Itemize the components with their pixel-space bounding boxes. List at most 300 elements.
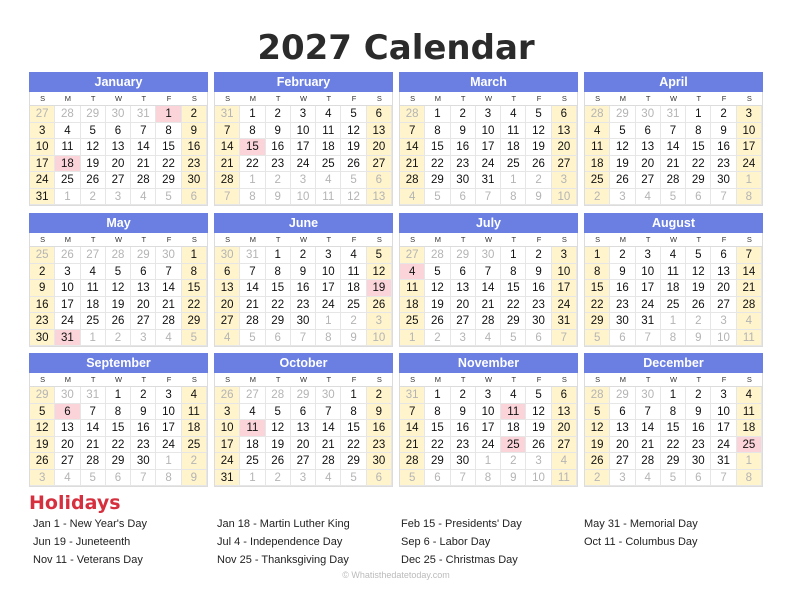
day-cell: 15 [156, 139, 181, 156]
day-cell: 1 [182, 247, 207, 264]
day-cell: 4 [240, 404, 265, 421]
adjacent-month-day: 27 [400, 247, 425, 264]
day-cell: 26 [341, 156, 366, 173]
weekday-label: S [182, 373, 207, 387]
month-april [584, 72, 763, 207]
day-cell: 12 [610, 139, 635, 156]
day-cell: 29 [661, 453, 686, 470]
month-march [399, 72, 578, 207]
adjacent-month-day: 6 [686, 470, 711, 487]
month-name: February [214, 72, 393, 92]
day-cell: 27 [106, 172, 131, 189]
day-cell: 24 [316, 297, 341, 314]
day-cell: 16 [451, 420, 476, 437]
month-days-grid [399, 233, 578, 347]
adjacent-month-day: 29 [81, 106, 106, 123]
day-cell: 12 [106, 280, 131, 297]
day-cell: 25 [81, 313, 106, 330]
adjacent-month-day: 3 [131, 330, 156, 347]
day-cell: 1 [686, 106, 711, 123]
weekday-label: T [316, 233, 341, 247]
day-cell: 28 [316, 453, 341, 470]
weekday-label: W [291, 373, 316, 387]
day-cell: 8 [266, 264, 291, 281]
day-cell: 19 [30, 437, 55, 454]
day-cell: 16 [182, 139, 207, 156]
day-cell: 7 [661, 123, 686, 140]
adjacent-month-day: 5 [661, 189, 686, 206]
day-cell: 28 [156, 313, 181, 330]
adjacent-month-day: 6 [266, 330, 291, 347]
day-cell: 7 [476, 264, 501, 281]
day-cell: 20 [215, 297, 240, 314]
day-cell: 14 [476, 280, 501, 297]
holiday-item: Jul 4 - Independence Day [217, 536, 343, 548]
adjacent-month-day: 4 [737, 313, 762, 330]
adjacent-month-day: 31 [661, 106, 686, 123]
weekday-label: W [661, 92, 686, 106]
adjacent-month-day: 28 [425, 247, 450, 264]
adjacent-month-day: 6 [526, 330, 551, 347]
weekday-label: W [476, 233, 501, 247]
day-cell: 27 [215, 313, 240, 330]
day-cell: 12 [266, 420, 291, 437]
adjacent-month-day: 28 [106, 247, 131, 264]
day-cell: 23 [30, 313, 55, 330]
day-cell: 17 [55, 297, 80, 314]
day-cell: 4 [737, 387, 762, 404]
day-cell: 29 [585, 313, 610, 330]
adjacent-month-day: 29 [131, 247, 156, 264]
day-cell: 24 [636, 297, 661, 314]
weekday-label: S [215, 373, 240, 387]
day-cell: 27 [711, 297, 736, 314]
weekday-label: T [501, 92, 526, 106]
holiday-day: 11 [501, 404, 526, 421]
adjacent-month-day: 5 [585, 330, 610, 347]
day-cell: 13 [610, 420, 635, 437]
weekday-label: F [156, 92, 181, 106]
adjacent-month-day: 4 [316, 470, 341, 487]
day-cell: 29 [501, 313, 526, 330]
day-cell: 23 [451, 437, 476, 454]
weekday-label: S [215, 92, 240, 106]
day-cell: 28 [400, 453, 425, 470]
day-cell: 14 [240, 280, 265, 297]
holiday-day: 18 [55, 156, 80, 173]
day-cell: 9 [291, 264, 316, 281]
month-name: August [584, 213, 763, 233]
day-cell: 18 [341, 280, 366, 297]
adjacent-month-day: 28 [585, 387, 610, 404]
day-cell: 7 [400, 123, 425, 140]
day-cell: 25 [501, 156, 526, 173]
month-august [584, 213, 763, 348]
day-cell: 3 [55, 264, 80, 281]
holiday-item: Oct 11 - Columbus Day [584, 536, 698, 548]
month-february [214, 72, 393, 207]
day-cell: 4 [501, 106, 526, 123]
adjacent-month-day: 6 [182, 189, 207, 206]
day-cell: 22 [156, 156, 181, 173]
day-cell: 21 [737, 280, 762, 297]
weekday-label: S [552, 92, 577, 106]
day-cell: 18 [400, 297, 425, 314]
day-cell: 19 [266, 437, 291, 454]
day-cell: 23 [526, 297, 551, 314]
day-cell: 21 [81, 437, 106, 454]
day-cell: 28 [661, 172, 686, 189]
holiday-day: 31 [55, 330, 80, 347]
day-cell: 6 [552, 387, 577, 404]
day-cell: 28 [131, 172, 156, 189]
day-cell: 15 [585, 280, 610, 297]
day-cell: 23 [291, 297, 316, 314]
adjacent-month-day: 5 [501, 330, 526, 347]
adjacent-month-day: 1 [55, 189, 80, 206]
day-cell: 6 [636, 123, 661, 140]
day-cell: 5 [266, 404, 291, 421]
day-cell: 8 [425, 123, 450, 140]
day-cell: 26 [367, 297, 392, 314]
day-cell: 17 [636, 280, 661, 297]
adjacent-month-day: 2 [501, 453, 526, 470]
day-cell: 4 [316, 106, 341, 123]
day-cell: 22 [661, 437, 686, 454]
day-cell: 13 [451, 280, 476, 297]
weekday-label: F [711, 373, 736, 387]
day-cell: 14 [131, 139, 156, 156]
holiday-day: 4 [400, 264, 425, 281]
adjacent-month-day: 2 [106, 330, 131, 347]
day-cell: 14 [661, 139, 686, 156]
holiday-list [33, 518, 783, 572]
day-cell: 17 [711, 420, 736, 437]
day-cell: 17 [476, 420, 501, 437]
day-cell: 25 [182, 437, 207, 454]
adjacent-month-day: 3 [610, 189, 635, 206]
day-cell: 16 [367, 420, 392, 437]
adjacent-month-day: 7 [476, 189, 501, 206]
day-cell: 3 [30, 123, 55, 140]
adjacent-month-day: 29 [30, 387, 55, 404]
day-cell: 11 [400, 280, 425, 297]
day-cell: 10 [737, 123, 762, 140]
month-september [29, 353, 208, 488]
day-cell: 24 [156, 437, 181, 454]
adjacent-month-day: 27 [81, 247, 106, 264]
adjacent-month-day: 11 [737, 330, 762, 347]
adjacent-month-day: 4 [476, 330, 501, 347]
adjacent-month-day: 6 [106, 470, 131, 487]
weekday-label: M [425, 373, 450, 387]
adjacent-month-day: 2 [266, 470, 291, 487]
weekday-label: W [661, 373, 686, 387]
adjacent-month-day: 12 [341, 189, 366, 206]
day-cell: 27 [636, 172, 661, 189]
day-cell: 8 [341, 404, 366, 421]
day-cell: 25 [585, 172, 610, 189]
adjacent-month-day: 3 [552, 172, 577, 189]
month-days-grid [29, 92, 208, 206]
day-cell: 20 [552, 420, 577, 437]
day-cell: 7 [400, 404, 425, 421]
day-cell: 22 [182, 297, 207, 314]
day-cell: 23 [266, 156, 291, 173]
day-cell: 5 [526, 106, 551, 123]
day-cell: 19 [526, 420, 551, 437]
weekday-label: T [451, 373, 476, 387]
adjacent-month-day: 3 [711, 313, 736, 330]
adjacent-month-day: 2 [585, 189, 610, 206]
day-cell: 30 [291, 313, 316, 330]
weekday-label: T [501, 233, 526, 247]
month-name: July [399, 213, 578, 233]
adjacent-month-day: 29 [610, 106, 635, 123]
day-cell: 3 [215, 404, 240, 421]
month-days-grid [584, 373, 763, 487]
adjacent-month-day: 2 [686, 313, 711, 330]
month-name: May [29, 213, 208, 233]
adjacent-month-day: 5 [182, 330, 207, 347]
adjacent-month-day: 1 [501, 172, 526, 189]
adjacent-month-day: 30 [215, 247, 240, 264]
adjacent-month-day: 9 [501, 470, 526, 487]
day-cell: 21 [661, 156, 686, 173]
adjacent-month-day: 8 [316, 330, 341, 347]
day-cell: 9 [451, 404, 476, 421]
day-cell: 26 [106, 313, 131, 330]
day-cell: 19 [425, 297, 450, 314]
day-cell: 8 [106, 404, 131, 421]
day-cell: 27 [552, 156, 577, 173]
adjacent-month-day: 5 [341, 172, 366, 189]
day-cell: 15 [341, 420, 366, 437]
adjacent-month-day: 9 [686, 330, 711, 347]
day-cell: 10 [30, 139, 55, 156]
day-cell: 20 [367, 139, 392, 156]
weekday-label: F [526, 373, 551, 387]
day-cell: 8 [585, 264, 610, 281]
adjacent-month-day: 6 [451, 189, 476, 206]
day-cell: 19 [526, 139, 551, 156]
day-cell: 30 [711, 172, 736, 189]
day-cell: 16 [131, 420, 156, 437]
weekday-label: M [240, 373, 265, 387]
day-cell: 3 [737, 106, 762, 123]
day-cell: 31 [552, 313, 577, 330]
day-cell: 15 [425, 420, 450, 437]
day-cell: 21 [400, 156, 425, 173]
day-cell: 31 [711, 453, 736, 470]
day-cell: 13 [55, 420, 80, 437]
month-days-grid [399, 373, 578, 487]
day-cell: 2 [30, 264, 55, 281]
adjacent-month-day: 3 [526, 453, 551, 470]
weekday-label: F [341, 233, 366, 247]
day-cell: 26 [425, 313, 450, 330]
day-cell: 12 [526, 123, 551, 140]
adjacent-month-day: 4 [316, 172, 341, 189]
weekday-label: S [552, 373, 577, 387]
weekday-label: S [182, 233, 207, 247]
day-cell: 11 [81, 280, 106, 297]
day-cell: 28 [400, 172, 425, 189]
weekday-label: M [610, 92, 635, 106]
adjacent-month-day: 30 [316, 387, 341, 404]
day-cell: 5 [610, 123, 635, 140]
day-cell: 7 [316, 404, 341, 421]
adjacent-month-day: 5 [661, 470, 686, 487]
weekday-label: M [55, 233, 80, 247]
adjacent-month-day: 4 [215, 330, 240, 347]
day-cell: 14 [215, 139, 240, 156]
day-cell: 28 [636, 453, 661, 470]
day-cell: 9 [451, 123, 476, 140]
day-cell: 26 [585, 453, 610, 470]
month-days-grid [584, 92, 763, 206]
day-cell: 7 [131, 123, 156, 140]
adjacent-month-day: 4 [156, 330, 181, 347]
adjacent-month-day: 30 [106, 106, 131, 123]
day-cell: 7 [215, 123, 240, 140]
month-name: September [29, 353, 208, 373]
day-cell: 30 [131, 453, 156, 470]
weekday-label: T [686, 233, 711, 247]
page-title: 2027 Calendar [257, 28, 535, 68]
day-cell: 5 [526, 387, 551, 404]
day-cell: 26 [30, 453, 55, 470]
day-cell: 22 [266, 297, 291, 314]
day-cell: 7 [737, 247, 762, 264]
adjacent-month-day: 28 [400, 106, 425, 123]
day-cell: 16 [526, 280, 551, 297]
adjacent-month-day: 30 [636, 387, 661, 404]
day-cell: 5 [367, 247, 392, 264]
day-cell: 12 [341, 123, 366, 140]
day-cell: 25 [316, 156, 341, 173]
day-cell: 9 [30, 280, 55, 297]
day-cell: 24 [30, 172, 55, 189]
day-cell: 20 [451, 297, 476, 314]
day-cell: 26 [610, 172, 635, 189]
adjacent-month-day: 1 [156, 453, 181, 470]
day-cell: 9 [686, 404, 711, 421]
day-cell: 7 [156, 264, 181, 281]
day-cell: 14 [737, 264, 762, 281]
day-cell: 17 [476, 139, 501, 156]
day-cell: 22 [425, 437, 450, 454]
day-cell: 7 [636, 404, 661, 421]
day-cell: 23 [131, 437, 156, 454]
day-cell: 4 [585, 123, 610, 140]
weekday-label: S [30, 92, 55, 106]
day-cell: 13 [552, 404, 577, 421]
day-cell: 9 [266, 123, 291, 140]
adjacent-month-day: 26 [55, 247, 80, 264]
day-cell: 22 [686, 156, 711, 173]
day-cell: 13 [106, 139, 131, 156]
adjacent-month-day: 8 [476, 470, 501, 487]
weekday-label: T [266, 92, 291, 106]
month-name: April [584, 72, 763, 92]
weekday-label: S [585, 233, 610, 247]
day-cell: 24 [737, 156, 762, 173]
day-cell: 1 [106, 387, 131, 404]
weekday-label: S [182, 92, 207, 106]
adjacent-month-day: 11 [552, 470, 577, 487]
day-cell: 19 [341, 139, 366, 156]
day-cell: 18 [501, 420, 526, 437]
day-cell: 22 [240, 156, 265, 173]
adjacent-month-day: 3 [291, 172, 316, 189]
weekday-label: T [81, 373, 106, 387]
adjacent-month-day: 30 [636, 106, 661, 123]
month-june [214, 213, 393, 348]
weekday-label: F [526, 92, 551, 106]
adjacent-month-day: 3 [291, 470, 316, 487]
day-cell: 12 [30, 420, 55, 437]
weekday-label: M [425, 233, 450, 247]
day-cell: 16 [30, 297, 55, 314]
adjacent-month-day: 2 [81, 189, 106, 206]
weekday-label: S [585, 373, 610, 387]
day-cell: 2 [686, 387, 711, 404]
holiday-day: 11 [240, 420, 265, 437]
month-days-grid [29, 233, 208, 347]
weekday-label: F [341, 373, 366, 387]
day-cell: 23 [610, 297, 635, 314]
holiday-item: May 31 - Memorial Day [584, 518, 698, 530]
day-cell: 13 [215, 280, 240, 297]
day-cell: 25 [240, 453, 265, 470]
holiday-item: Nov 11 - Veterans Day [33, 554, 143, 566]
day-cell: 15 [686, 139, 711, 156]
day-cell: 19 [585, 437, 610, 454]
weekday-label: M [425, 92, 450, 106]
day-cell: 27 [610, 453, 635, 470]
day-cell: 15 [425, 139, 450, 156]
day-cell: 23 [686, 437, 711, 454]
weekday-label: T [131, 373, 156, 387]
day-cell: 24 [711, 437, 736, 454]
adjacent-month-day: 7 [711, 189, 736, 206]
adjacent-month-day: 31 [240, 247, 265, 264]
weekday-label: S [367, 373, 392, 387]
day-cell: 15 [182, 280, 207, 297]
day-cell: 30 [182, 172, 207, 189]
day-cell: 18 [585, 156, 610, 173]
month-days-grid [29, 373, 208, 487]
day-cell: 18 [501, 139, 526, 156]
day-cell: 28 [737, 297, 762, 314]
day-cell: 13 [636, 139, 661, 156]
day-cell: 2 [610, 247, 635, 264]
day-cell: 28 [215, 172, 240, 189]
day-cell: 22 [501, 297, 526, 314]
day-cell: 18 [661, 280, 686, 297]
day-cell: 9 [367, 404, 392, 421]
day-cell: 8 [240, 123, 265, 140]
day-cell: 3 [476, 387, 501, 404]
day-cell: 9 [610, 264, 635, 281]
day-cell: 29 [341, 453, 366, 470]
day-cell: 2 [367, 387, 392, 404]
day-cell: 6 [610, 404, 635, 421]
adjacent-month-day: 30 [156, 247, 181, 264]
adjacent-month-day: 10 [367, 330, 392, 347]
day-cell: 11 [55, 139, 80, 156]
